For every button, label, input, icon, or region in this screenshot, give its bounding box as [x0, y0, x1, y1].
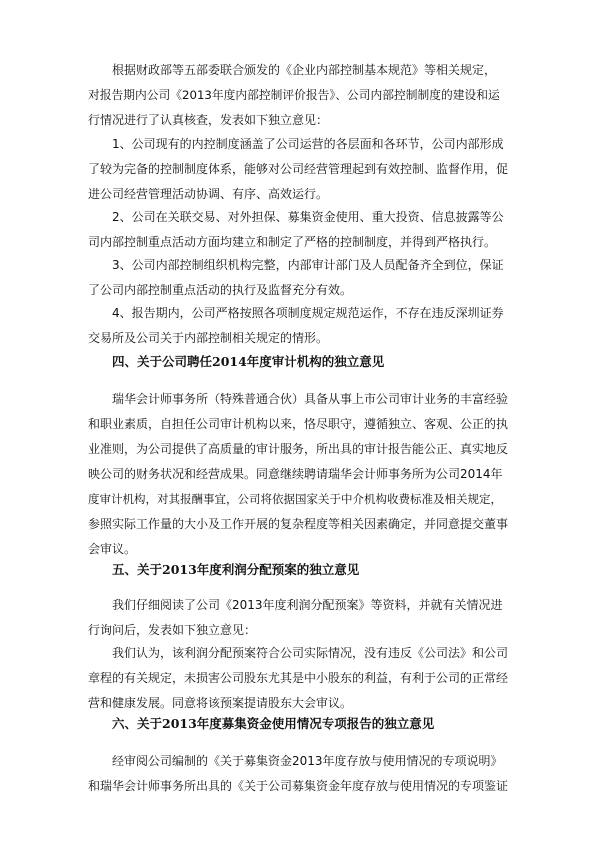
text-line: 映公司的财务状况和经营成果。同意继续聘请瑞华会计师事务所为公司2014年 [88, 467, 503, 481]
section-6-heading: 六、关于2013年度募集资金使用情况专项报告的独立意见 [112, 716, 435, 731]
text-line: 经审阅公司编制的《关于募集资金2013年度存放与使用情况的专项说明》 [112, 754, 503, 768]
section-4-heading: 四、关于公司聘任2014年度审计机构的独立意见 [112, 354, 385, 369]
section-4-body [88, 387, 508, 562]
text-line: 业准则，为公司提供了高质量的审计服务，所出具的审计报告能公正、真实地反 [88, 442, 509, 456]
text-line: 交易所及公司关于内部控制相关规定的情形。 [88, 331, 329, 345]
text-line: 4、报告期内，公司严格按照各项制度规定规范运作，不存在违反深圳证券 [112, 306, 504, 320]
opinion-item-2 [88, 205, 508, 255]
text-line: 章程的有关规定，未损害公司股东尤其是中小股东的利益，有利于公司的正常经 [88, 671, 509, 685]
text-line: 瑞华会计师事务所（特殊普通合伙）具备从事上市公司审计业务的丰富经验 [112, 392, 509, 406]
text-line: 3、公司内部控制组织机构完整，内部审计部门及人员配备齐全到位，保证 [112, 258, 504, 272]
text-line: 2、公司在关联交易、对外担保、募集资金使用、重大投资、信息披露等公 [112, 210, 504, 224]
text-line: 进公司经营管理活动协调、有序、高效运行。 [88, 187, 329, 201]
section-5-heading: 五、关于2013年度利润分配预案的独立意见 [112, 562, 360, 577]
text-line: 营和健康发展。同意将该预案提请股东大会审议。 [88, 696, 353, 710]
section-6-body [88, 749, 508, 799]
opinion-item-3 [88, 253, 508, 303]
text-line: 对报告期内公司《2013年度内部控制评价报告》、公司内部控制制度的建设和运 [88, 88, 500, 102]
section-5-paragraph-1 [88, 593, 508, 643]
text-line: 行情况进行了认真核查，发表如下独立意见： [88, 113, 329, 127]
text-line: 根据财政部等五部委联合颁发的《企业内部控制基本规范》等相关规定， [112, 63, 497, 77]
text-line: 1、公司现有的内控制度涵盖了公司运营的各层面和各环节，公司内部形成 [112, 137, 504, 151]
intro-paragraph [88, 58, 508, 133]
text-line: 司内部控制重点活动方面均建立和制定了严格的控制制度，并得到严格执行。 [88, 235, 497, 249]
text-line: 了较为完备的控制制度体系，能够对公司经营管理起到有效控制、监督作用，促 [88, 162, 509, 176]
opinion-item-1 [88, 132, 508, 207]
text-line: 我们认为，该利润分配预案符合公司实际情况，没有违反《公司法》和公司 [112, 646, 509, 660]
text-line: 行询问后，发表如下独立意见： [88, 623, 257, 637]
section-5-paragraph-2 [88, 641, 508, 716]
text-line: 会审议。 [88, 542, 137, 556]
text-line: 和瑞华会计师事务所出具的《关于公司募集资金年度存放与使用情况的专项鉴证 [88, 779, 509, 793]
opinion-item-4 [88, 301, 508, 351]
text-line: 度审计机构，对其报酬事宜，公司将依据国家关于中介机构收费标准及相关规定， [88, 492, 502, 506]
text-line: 参照实际工作量的大小及工作开展的复杂程度等相关因素确定，并同意提交董事 [88, 517, 509, 531]
text-line: 了公司内部控制重点活动的执行及监督充分有效。 [88, 283, 353, 297]
text-line: 和职业素质，自担任公司审计机构以来，恪尽职守，遵循独立、客观、公正的执 [88, 417, 509, 431]
text-line: 我们仔细阅读了公司《2013年度利润分配预案》等资料，并就有关情况进 [112, 598, 503, 612]
